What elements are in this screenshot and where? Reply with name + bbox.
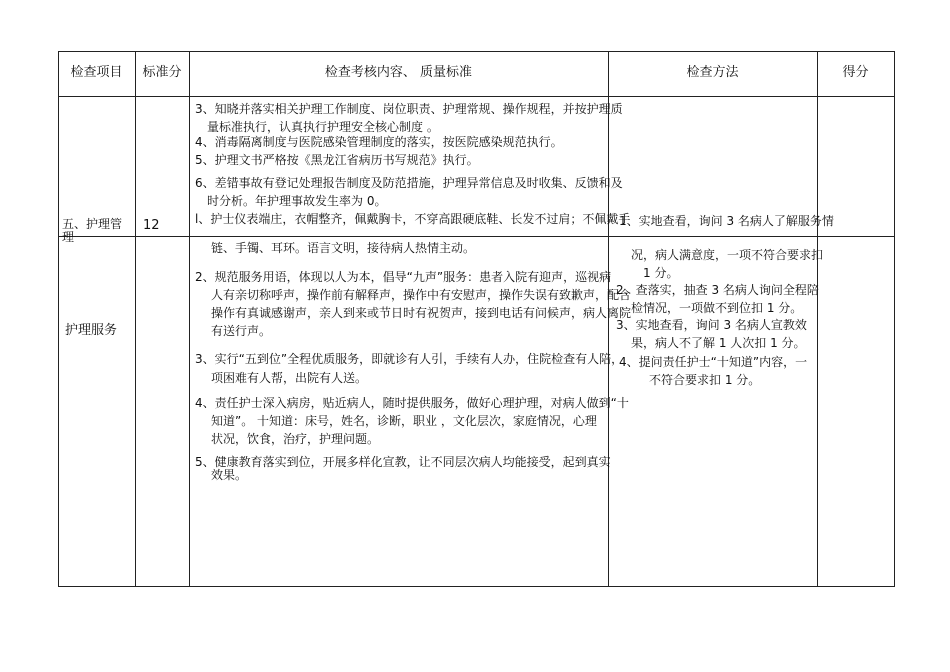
method-line: 1、实地查看，询问 3 名病人了解服务情 bbox=[619, 214, 834, 228]
header-method: 检查方法 bbox=[686, 65, 739, 80]
content-line: 状况，饮食，治疗，护理问题。 bbox=[211, 432, 380, 446]
content-line: 有送行声。 bbox=[211, 324, 272, 338]
content-line: 3、实行“五到位”全程优质服务，即就诊有人引，手续有人办，住院检查有人陪， bbox=[195, 352, 624, 366]
content-line: 链、手镯、耳环。语言文明，接待病人热情主动。 bbox=[211, 241, 476, 255]
header-inspection-item: 检查项目 bbox=[70, 65, 123, 80]
table-bottom-border bbox=[58, 586, 894, 587]
content-line: 5、健康教育落实到位，开展多样化宣教，让不同层次病人均能接受，起到真实 bbox=[195, 455, 611, 469]
table-top-border bbox=[58, 51, 894, 52]
content-line: 4、责任护士深入病房，贴近病人，随时提供服务，做好心理护理，对病人做到“十 bbox=[195, 396, 629, 410]
content-line: 操作有真诚感谢声，亲人到来或节日时有祝贺声，接到电话有问候声，病人离院 bbox=[211, 306, 632, 320]
content-line: l、护士仪表端庄，衣帽整齐，佩戴胸卡，不穿高跟硬底鞋、长发不过肩；不佩戴手 bbox=[195, 212, 631, 226]
item-nursing-management-line2: 理 bbox=[62, 230, 75, 244]
content-line: 知道”。 十知道：床号，姓名，诊断，职业 ，文化层次，家庭情况，心理 bbox=[211, 414, 597, 428]
method-line: 不符合要求扣 1 分。 bbox=[649, 373, 761, 387]
col-border-1 bbox=[135, 51, 136, 587]
standard-score-value: 12 bbox=[143, 218, 160, 233]
item-nursing-service: 护理服务 bbox=[65, 323, 118, 338]
col-border-5 bbox=[894, 51, 895, 587]
header-bottom-border bbox=[58, 96, 894, 97]
content-line: 3、知晓并落实相关护理工作制度、岗位职责、护理常规、操作规程，并按护理质 bbox=[195, 102, 623, 116]
content-line: 6、差错事故有登记处理报告制度及防范措施，护理异常信息及时收集、反馈和及 bbox=[195, 176, 623, 190]
content-line: 5、护理文书严格按《黑龙江省病历书写规范》执行。 bbox=[195, 153, 479, 167]
content-line: 项困难有人帮，出院有人送。 bbox=[211, 371, 368, 385]
method-line: 4、提问责任护士“十知道”内容，一 bbox=[619, 355, 808, 369]
item-nursing-management-line1: 五、护理管 bbox=[62, 217, 123, 231]
method-line: 况，病人满意度，一项不符合要求扣 bbox=[631, 248, 824, 262]
content-line: 时分析。年护理事故发生率为 0。 bbox=[207, 194, 387, 208]
row-divider bbox=[58, 236, 894, 237]
content-line: 4、消毒隔离制度与医院感染管理制度的落实，按医院感染规范执行。 bbox=[195, 135, 563, 149]
header-content-standard: 检查考核内容、 质量标准 bbox=[324, 65, 473, 80]
content-line: 量标准执行，认真执行护理安全核心制度 。 bbox=[207, 120, 439, 134]
header-score: 得分 bbox=[842, 65, 869, 80]
content-line: 2、规范服务用语，体现以人为本，倡导“九声”服务：患者入院有迎声，巡视病 bbox=[195, 270, 612, 284]
col-border-4 bbox=[817, 51, 818, 587]
content-line: 效果。 bbox=[211, 468, 248, 482]
method-line: 果，病人不了解 1 人次扣 1 分。 bbox=[631, 336, 806, 350]
method-line: 检情况，一项做不到位扣 1 分。 bbox=[631, 301, 803, 315]
col-border-0 bbox=[58, 51, 59, 587]
method-line: 3、实地查看，询问 3 名病人宣教效 bbox=[616, 318, 807, 332]
header-standard-score: 标准分 bbox=[142, 65, 182, 80]
col-border-2 bbox=[189, 51, 190, 587]
method-line: 2、查落实，抽查 3 名病人询问全程陪 bbox=[616, 283, 819, 297]
method-line: 1 分。 bbox=[643, 266, 679, 280]
content-line: 人有亲切称呼声，操作前有解释声，操作中有安慰声，操作失误有致歉声，配合 bbox=[211, 288, 632, 302]
